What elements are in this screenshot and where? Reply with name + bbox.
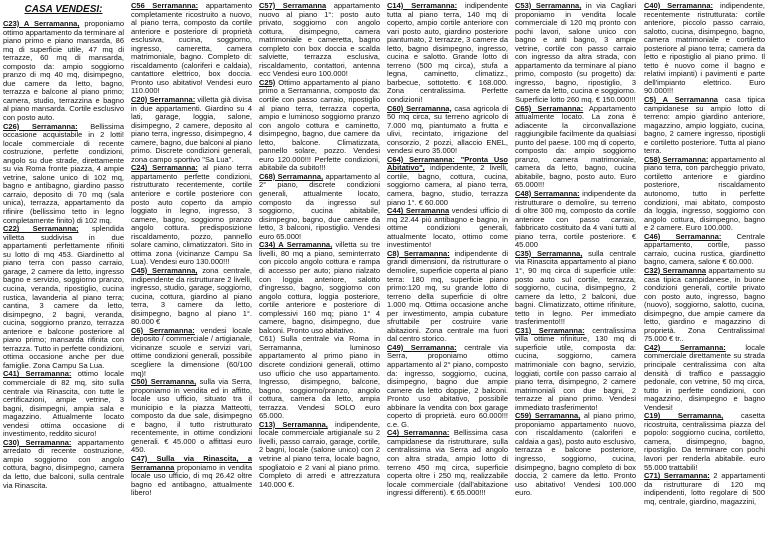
listing-entry (644, 267, 765, 344)
listing-column-5 (515, 2, 636, 540)
listing-code: C6) Serramanna: (131, 325, 195, 335)
listing-text: centralissima villa ottime rifiniture, 130 mq di superficie utile, composta da: cucina, soggiorno, camera matrimoniale con bagno, servizio, loggiati, cortile con passo carraio al piano terra, disimpegno, 2 camere matrimoniali con due bagni, 2 terrazze al piano primo. Vendesi immediato trasferimento! (515, 325, 636, 412)
listing-entry (515, 412, 636, 497)
listing-code: C41) Serramanna: (3, 369, 72, 379)
listing-entry (259, 241, 380, 335)
listing-text: indipendente, locale commerciale artigianale su 2 livelli, passo carraio, garage, cortile, 2 bagni, locale (salone unico) con 2 vetrine al piano terra, locale bagno, spogliatoio e 2 vani al piano primo. Completo di arredi e attrezzatura 140.000 €. (259, 419, 380, 489)
listing-code: C26) Serramanna: (3, 121, 78, 131)
listing-entry (515, 190, 636, 250)
listing-text: appartamento al 2° piano, discrete condizioni generali, attualmente locato, composto da ingresso sul soggiorno, cucina abitabile, disimpegno, bagno, due camere da letto, 3 balconi, ripostiglio. Vendesi euro 65.000! (259, 171, 380, 241)
listing-entry (131, 96, 252, 164)
listing-code: C47) Sulla via Rinascita, a Serramanna (131, 453, 252, 472)
listing-column-3 (259, 2, 380, 540)
listing-code: C31) Serramanna: (515, 325, 585, 335)
listing-entry (259, 335, 380, 420)
listing-text: vendesi locale deposito / commerciale / artigianale, vicinanze scuole e servizi vari, ottime condizioni generali, possibile scegliere la dimensione (60/100 mq)! (131, 325, 252, 378)
listing-text: proponiamo ottimo appartamento da terminare al piano primo e piano mansarda, 86 mq di superficie utile, 47 mq di terrazze, 60 mq di mansarda, composto da: ampio soggiorno pranzo di mq 40 mq, disimpegno, due camere da letto, bagno, terrazza e balcone al piano primo; camera, studio, terrazzina e bagno al piano mansarda. Cortile esclusivo con posto auto. (3, 19, 124, 123)
listing-text: splendida villetta suddivisa in due appartamenti perfettamente rifiniti su lotto di mq 453. Giardinetto al piano terra con passo carraio, garage, 2 camere da letto, ingresso bagno e servizio, soggiorno pranzo, cucina, veranda, ripostiglio, cucina rustica, lavanderia al piano terra; cantina, 3 camere da letto, disimpegno, 2 bagni, veranda, cucina, soggiorno pranzo, terrazza anteriore e balcone posteriore al piano primo; mansarda rifinita con terrazza. Tutto in perfette condizioni, ottima occasione anche per due famiglie. Zona Campu Sa Lua. (3, 224, 124, 370)
listing-text: sulla via Serra, proponiamo in vendita ed in affitto, locale uso ufficio, situato tra il municipio e la piazza Matteotti, composto da due sale, disimpegno e bagno, il tutto ristrutturato recentemente, in ottime condizioni generali. € 45.000 o affittasi euro 450. (131, 377, 252, 455)
listing-code: C48) Serramanna: (515, 189, 580, 199)
listing-text: ottimo locale commerciale di 82 mq, sito sulla centrale via Rinascita, con tutte le certificazioni, ampie vetrine, 3 bagni, disimpegni, ampia sala e magazzino. Attualmente locato vendesi ottima occasione di investimento, reddito sicuro! (3, 369, 124, 439)
listing-entry (644, 156, 765, 233)
listing-code: C4) Serramanna: (387, 428, 450, 438)
listing-text: appartamento al piano terra, con parcheggio privato, cortiletto anteriore e giardino posteriore, riscaldamento autonomo, tutto in perfette condizioni, mai abitato, composto da loggia, ingresso, soggiorno con angolo cottura, disimpegno, bagno e 2 camere. Euro 100.000. (644, 154, 765, 233)
listing-code: C23) A Serramanna, (3, 19, 80, 28)
listing-entry (387, 344, 508, 429)
listing-code: C22) Serramanna; (3, 224, 79, 234)
listing-code: C64) Serramanna: "Pronta Uso Abitativo", (387, 154, 508, 173)
listing-code: C8) Serramanna: (387, 248, 450, 258)
listing-code: C14) Serramanna: (387, 2, 458, 10)
listing-text: indipendente tutta al piano terra, 140 mq di coperto, ampio cortile anteriore con vari posto auto, giardino posteriore piantumato, 2 terrazze, 3 camere da letto, bagno disimpegno, ingresso, cucina e salotto. Grande lotto di terreno (500 mq circa), stufa a legna, caminetto, climatizz., barbecue, sottotetto. € 168.000. Zona centralissima. Perfette condizioni! (387, 2, 508, 105)
listing-entry (131, 378, 252, 455)
listing-text: appartamento nuovo al piano 1°: posto auto privato, soggiorno con angolo cottura, disimpegno, camera matrimoniale e cameretta, bagno completo con box doccia e scalda salviette, terrazza esclusiva, riscaldamento, contattori, antenna ecc Vendesi euro 100.000! (259, 2, 380, 79)
listing-code: C19) Serramanna, (644, 411, 724, 421)
listing-entry (644, 344, 765, 412)
listing-entry (131, 455, 252, 498)
listing-text: al piano terra appartamento perfette condizioni, ristrutturato recentemente, cortile anteriore e cortile posteriore con posto auto coperto da ampio loggiato in legno, ingresso, 3 camere, bagno, soggiorno pranzo angolo cottura. predisposizione riscaldamento, pozzo, pannello solare camino, climatizzatori. Sito in ottima zona (vicinanze Campu Sa Lua). Vendesi euro 130.000!!! (131, 163, 252, 267)
listing-entry (131, 2, 252, 96)
listing-code: C40) Serramanna: (644, 2, 714, 10)
listing-text: Bellissima casa campidanese da ristrutturare, sulla centralissima via Serra ad angolo con altra strada, ampio lotto di terreno 450 mq circa, superficie coperta oltre i 250 mq, realizzabile locale commerciale (dall'abitazione ingressi differenti). € 65.000!!! (387, 428, 508, 498)
listing-entry (387, 250, 508, 344)
listing-entry (259, 173, 380, 241)
listing-entry (3, 225, 124, 370)
listing-text: villetta su tre livelli, 80 mq a piano, seminterrato con piccolo angolo cottura e rampa di accesso per auto; piano rialzato con loggia anteriore, salotto d'ingresso, bagno, soggiorno con angolo cottura, loggia posteriore, cortile anteriore e posteriore di complessivi 160 mq; piano 1° 4 camere, bagno, disimpegno, due balconi. Pronto uso abitativo. (259, 240, 380, 335)
listing-code: C46) Serramanna: (644, 231, 722, 241)
listing-entry (387, 156, 508, 207)
listing-text: casa tipica campidanese su ampio lotto di terreno: ampio giardino anteriore, magazzino, ampio loggiato, cucina, bagno, 2 camere ingresso, ripostigli e cortiletto posteriore. Tutta al piano terra. (644, 95, 765, 156)
listing-entry (3, 370, 124, 438)
listing-code: C53) Serramanna, (515, 2, 582, 10)
listing-text: indipendente, 2 livelli, cortile, bagno, cottura, cucina, soggiorno camera, al piano terra, camera, bagno, studio, terrazza piano 1°. € 60.000 (387, 163, 508, 207)
listing-column-1 (3, 2, 124, 540)
listing-code: C60) Serramanna, (387, 103, 452, 113)
listing-entry (387, 105, 508, 156)
listing-entry (131, 327, 252, 378)
listing-code: C30) Serramanna: (3, 437, 72, 447)
listing-column-4 (387, 2, 508, 540)
listing-text: casetta ricostruita, centralissima piazza del popolo: soggiorno cucina, cortiletto, camera, disimpegno, bagno, ripostiglio. Da terminare con pochi lavori per renderla abitabile. euro 55.000 trattabili! (644, 411, 765, 472)
listing-code: C45) Serramanna, (131, 265, 198, 275)
listing-entry (515, 2, 636, 105)
listing-code: C5) A Serramanna (644, 95, 718, 105)
listing-code: C59) Serramanna, (515, 411, 581, 421)
listing-code: C56 Serramanna: (131, 2, 199, 10)
listing-column-2 (131, 2, 252, 540)
listing-entry (644, 2, 765, 96)
listing-text: C61) Sulla centrale via Roma in Serramanna, luminoso appartamento al primo piano in discrete condizioni generali, ottimo uso ufficio che uso appartamento. Ingresso, disimpegno, balcone, bagno, soggiorno/pranzo, angolo cottura, camera da letto, ampia terrazza. Vendesi SOLO euro 65.000. (259, 334, 380, 421)
listing-entry (259, 79, 380, 173)
listing-code: C20) Serramanna: (131, 95, 196, 105)
listing-entry (259, 421, 380, 489)
listing-text: villetta già divisa in due appartamenti. Giardino su 4 lati, garage, loggia, salone, disimpegno, 2 camere, deposito al piano terra, ingresso, disimpegno, 4 camere, bagno, due balconi al piano primo. Discrete condizioni generali, zona campo sportivo "Sa Lua". (131, 95, 252, 164)
listing-code: C50) Serramanna, (131, 377, 197, 387)
listing-code: C68) Serramanna, (259, 171, 324, 181)
listing-entry (3, 439, 124, 490)
listing-entry (131, 164, 252, 267)
listing-text: zona centrale, indipendente da ristrutturare 2 livelli, ingresso, studio, garage, soggiorno, cucina, cottura, giardino al piano terra, 3 camere da letto, disimpegno, bagno al piano 1°. 80.000 € (131, 265, 252, 327)
listing-entry (515, 327, 636, 412)
listing-code: C25) (259, 77, 276, 87)
listing-text: indipendente di grandi dimensioni, da ristrutturare o demolire, superficie coperta al piano terra: 180 mq, superficie piano primo:120 mq, su grande lotto di terreno della superficie di oltre 1.000 mq. Ottima occasione anche per investimento, ampia cubature sfruttabile per costruire varie abitazioni. Zona centrale ma fuori dal centro storico. (387, 248, 508, 344)
listing-text: indipendente da ristrutturare o demolire, su terreno di oltre 300 mq, composto da cortile anteriore con passo carraio, fabbricato costituito da 4 vani tutti al piano terra, cortile posteriore. € 45.000 (515, 189, 636, 250)
listing-text: Centrale appartamento, cortile, passo carraio, cucina rustica, giardinetto bagno, camera, salone € 60.000. (644, 231, 765, 267)
listing-entry (387, 429, 508, 497)
listing-entry (387, 2, 508, 105)
listing-text: appartamento completamente ricostruito a nuovo, al piano terra, composto da cortile anteriore e posteriore di proprietà esclusiva, cucina, soggiorno, ingresso, cameretta, camera matrimoniale, bagno. Completo di: riscaldamento (caloriferi e caldaia), cantattore elettrico, box doccia. Pronto uso abitativo! Vendesi euro 110.000! (131, 2, 252, 96)
listing-code: C32) Serramanna (644, 265, 707, 275)
listing-entry (644, 233, 765, 267)
page-heading: CASA VENDESI: (24, 4, 103, 15)
listing-entry (515, 250, 636, 327)
listing-text: Appartamento attualmente locato. La zona è adiacente la circonvallazione raggiungibile facilmente da qualsiasi punto del paese. 100 mq di coperto, composto da: ampio soggiorno pranzo, camera matrimoniale, camera da letto, bagno, cucina abitabile, bagno, posto auto. Euro 65.000!!! (515, 103, 636, 190)
listing-entry (644, 412, 765, 472)
listing-text: sulla centrale via Rinascita appartamento al piano 1°, 90 mq circa di superficie utile: posto auto sul cortile, terrazza, soggiorno, cucina, disimpegno, 2 camere da letto, 2 balconi, due bagni. Climatizzato, ottime rifiniture, tetto in legno. Per immediato trasferimento!!! (515, 248, 636, 327)
listing-text: appartamento su casa tipica campidanese, in buone condizioni generali, cortile privato con posto auto, ingresso, bagno (nuovo), soggiorno, salotto, cucina, disimpegno, due ampie camere da letto, giardino e magazzino di proprietà. Zona Centralissima! 75.000 € tr.. (644, 265, 765, 344)
listing-code: C44) Serramanna (387, 206, 450, 216)
listing-text: vendesi ufficio di mq 22.44 più antibagno e bagno, in ottime condizioni generali, attualmente locato, ottimo come investimento! (387, 206, 508, 250)
listing-text: casa agricola di 50 mq circa, su terreno agricolo di 7.000 mq, piantumato a frutta e ulivi, recintato, irrigazione del consorzio, 2 pozzi, allaccio ENEL, vendesi euro 35.000! (387, 103, 508, 156)
listing-entry (387, 207, 508, 250)
listing-text: proponiamo in vendita locale uso ufficio, di mq 26.42 oltre bagno ed antibagno, attualmente libero! (131, 462, 252, 498)
listing-text: Bellissima occasione acquistabile in 2 lotti! locale commerciale di recente costruzione, perfette condizioni, angolo su due strade, direttamente su via Roma fronte piazza, 4 ampie vetrine, salone unico di 102 mq, bagno e antibagno, giardino passo carraio, deposito di 70 mq (sala unica), terrazza, appartamento da rifinire (bellissimo tetto in legno completamente finito) di 102 mq. (3, 121, 124, 225)
listing-text: 2 appartamenti da ristrutturare di 120 mq indipendenti, lotto regolare di 500 mq, centrale, giardino, magazzini, (644, 471, 765, 506)
listing-text: al piano primo, proponiamo appartamento nuovo, con riscaldamento (caloriferi e caldaia a gas), posto auto esclusivo, terrazza e balcone posteriore, ingresso, soggiorno, cucina, disimpegno, bagno completo di box doccia, 2 camere da letto. Pronto uso abitativo! Vendesi 100.000 euro. (515, 411, 636, 498)
listing-code: C24) Serramanna: (131, 163, 198, 173)
listing-code: C65) Serramanna: (515, 103, 584, 113)
listing-text: indipendente, recentemente ristrutturata: cortile anteriore, piccolo passo carraio, salotto, cucina, disimpegno, bagno, camera matrimoniale e cortiletto posteriore al piano terra; camera da letto e ripostiglio al piano primo. Il tetto è nuovo come il bagno e relativi impianti) i pavimenti e parte dell'impianto elettrico. Euro 90.000!!! (644, 2, 765, 96)
listing-text: locale commerciale direttamente su strada principale centralissima con alta densità di traffico e passaggio pedonale, con vetrine, 50 mq circa, tutto in perfette condizioni, con magazzino, disimpegno e bagno Vendesi! (644, 342, 765, 412)
listing-entry (515, 105, 636, 190)
listing-code: C71) Serramanna: (644, 471, 710, 481)
listing-text: centrale via Serra, proponiamo ottimo appartamento al 2° piano, composto da: ingresso, soggiorno, cucina, disimpegno, bagno due ampie camere da letto doppie, 2 balconi. Pronto uso abitativo, possibile abbinare la vendita con box garage coperto di proprietà. euro 60.000!!! c.e. G. (387, 342, 508, 429)
listing-code: C34) A Serramanna, (259, 240, 333, 250)
listing-text: in via Cagliari proponiamo in vendita locale commerciale di 120 mq pronto con pochi lavori, salone unico con bagno e anti bagno, 3 ampie vetrine, cortile con passo carraio con ingresso da altra strada, con appartamento da terminare al piano primo, composto (su progetto) da: ingresso, bagno, ripostiglio, 3 camere da letto, cucina e soggiorno. Superficie lotto 260 mq. € 150.000!!! (515, 2, 636, 105)
listing-code: C35) Serramanna, (515, 248, 583, 258)
listing-entry (644, 472, 765, 506)
listing-entry (131, 267, 252, 327)
listing-code: C13) Serramanna, (259, 419, 328, 429)
listing-entry (3, 123, 124, 226)
listing-code: C58) Serramanna: (644, 154, 709, 164)
listing-code: C42) Serramanna: (644, 342, 726, 352)
listing-code: C49) Serramanna: (387, 342, 457, 352)
listing-text: appartamento arredato di recente costruzione, ampio soggiorno con angolo cottura, bagno, disimpegno, camera da letto, due balconi, sulla centrale via Rinascita. (3, 437, 124, 490)
listing-entry (644, 96, 765, 156)
listing-entry (259, 2, 380, 79)
listing-entry (3, 20, 124, 123)
listing-text: Ottimo appartamento al piano primo a Serramanna, composto da: cortile con passo carraio, ripostiglio al piano terra, terrazza coperta, ampio e luminoso soggiorno pranzo con angolo cottura e caminetto, disimpegno, bagno, due camere da letto, balcone. Climatizzata, pannello solare, pozzo. Vendesi euro 120.000!!! Perfette condizioni, abitabile da subito!!! (259, 77, 380, 173)
listing-code: C57) Serramanna (259, 2, 327, 10)
listing-column-6 (644, 2, 765, 540)
